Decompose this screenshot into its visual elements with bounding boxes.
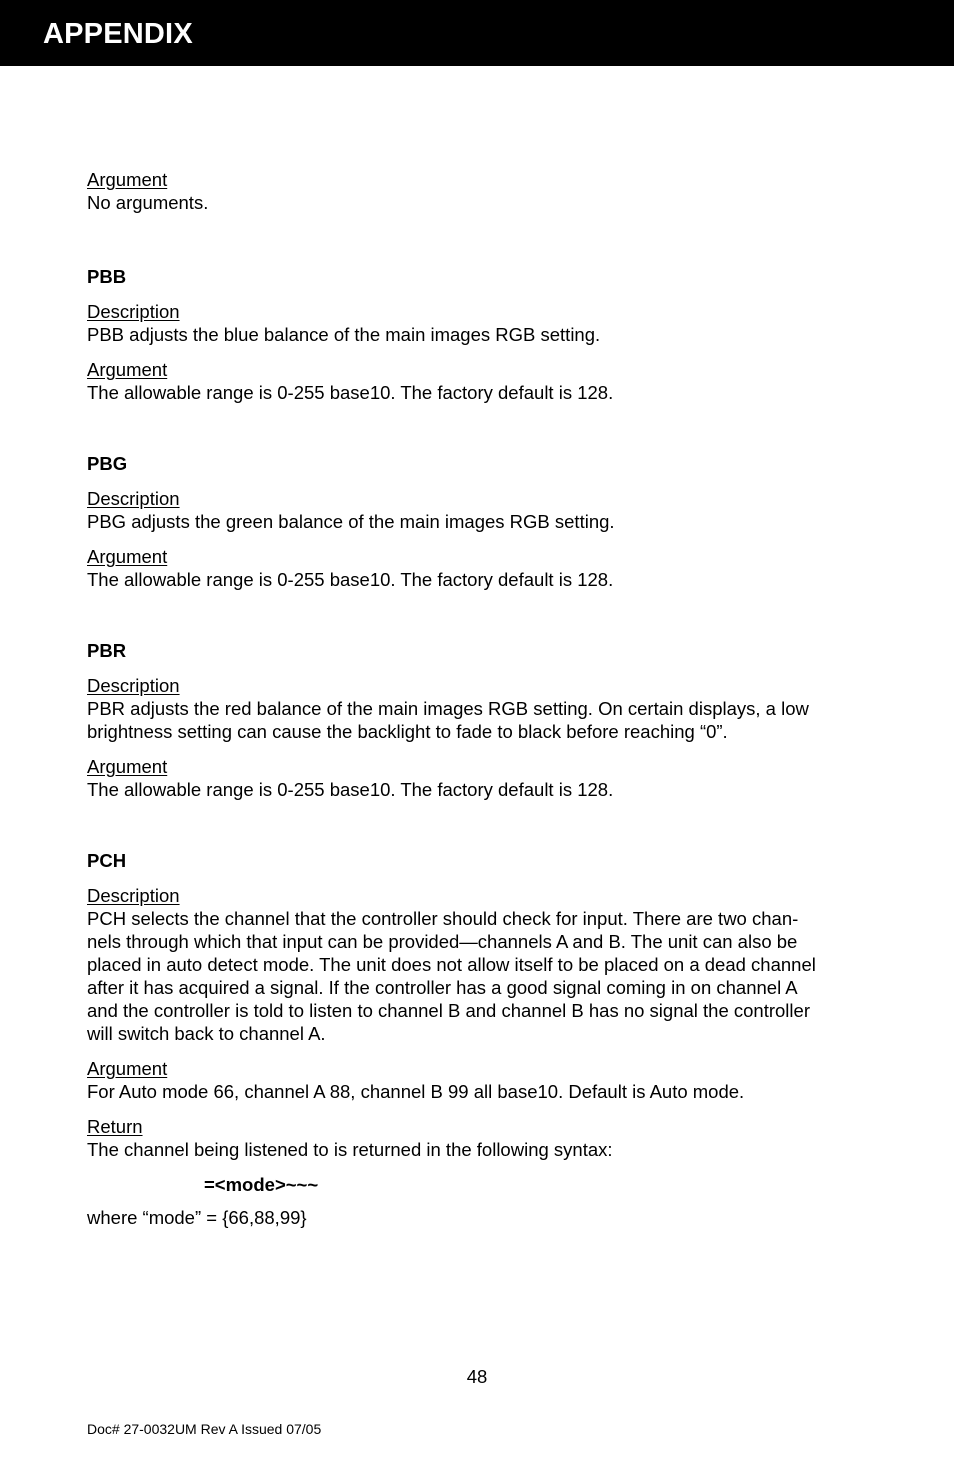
page-header-title: APPENDIX [43,18,193,50]
argument-block [87,755,872,801]
description-line: after it has acquired a signal. If the controller has a good signal coming in on channel A [87,977,798,998]
command-title: PBR [87,640,127,661]
description-label: Description [87,488,180,509]
argument-label: Argument [87,359,168,380]
description-label: Description [87,675,180,696]
description-block [87,300,872,346]
description-line: PBR adjusts the red balance of the main images RGB setting. On certain displays, a low [87,698,809,719]
argument-label: Argument [87,1058,168,1079]
command-title: PCH [87,850,127,871]
command-title: PBG [87,453,128,474]
description-line: placed in auto detect mode. The unit does not allow itself to be placed on a dead channel [87,954,816,975]
argument-text: The allowable range is 0-255 base10. The factory default is 128. [87,779,614,800]
return-label: Return [87,1116,143,1137]
description-line: PBG adjusts the green balance of the main images RGB setting. [87,511,615,532]
syntax-note: where “mode” = {66,88,99} [87,1207,307,1228]
description-line: nels through which that input can be provided—channels A and B. The unit can also be [87,931,798,952]
argument-text: The allowable range is 0-255 base10. The factory default is 128. [87,569,614,590]
description-line: brightness setting can cause the backlight to fade to black before reaching “0”. [87,721,728,742]
argument-text: The allowable range is 0-255 base10. The factory default is 128. [87,382,614,403]
description-label: Description [87,301,180,322]
description-block [87,487,872,533]
description-line: PCH selects the channel that the controller should check for input. There are two chan- [87,908,799,929]
command-section-pbg [87,452,872,591]
page-number: 48 [466,1366,488,1387]
return-syntax: =<mode>~~~ [204,1174,319,1195]
description-label: Description [87,885,180,906]
description-line: and the controller is told to listen to channel B and channel B has no signal the controller [87,1000,810,1021]
intro-argument-block [87,168,872,214]
description-line: will switch back to channel A. [87,1023,326,1044]
description-line: PBB adjusts the blue balance of the main images RGB setting. [87,324,601,345]
document-body [87,168,872,1229]
argument-block [87,358,872,404]
description-block [87,674,872,743]
document-reference: Doc# 27-0032UM Rev A Issued 07/05 [87,1421,322,1437]
argument-text: For Auto mode 66, channel A 88, channel B 99 all base10. Default is Auto mode. [87,1081,745,1102]
argument-label: Argument [87,756,168,777]
argument-label: Argument [87,169,168,190]
argument-block [87,1057,872,1103]
argument-block [87,545,872,591]
description-block [87,884,872,1045]
return-block [87,1115,872,1161]
argument-label: Argument [87,546,168,567]
command-section-pbr [87,639,872,801]
command-section-pbb [87,265,872,404]
header-bar [0,0,954,66]
return-text: The channel being listened to is returned in the following syntax: [87,1139,613,1160]
command-section-pch [87,849,872,1229]
argument-text: No arguments. [87,192,209,213]
command-title: PBB [87,266,127,287]
